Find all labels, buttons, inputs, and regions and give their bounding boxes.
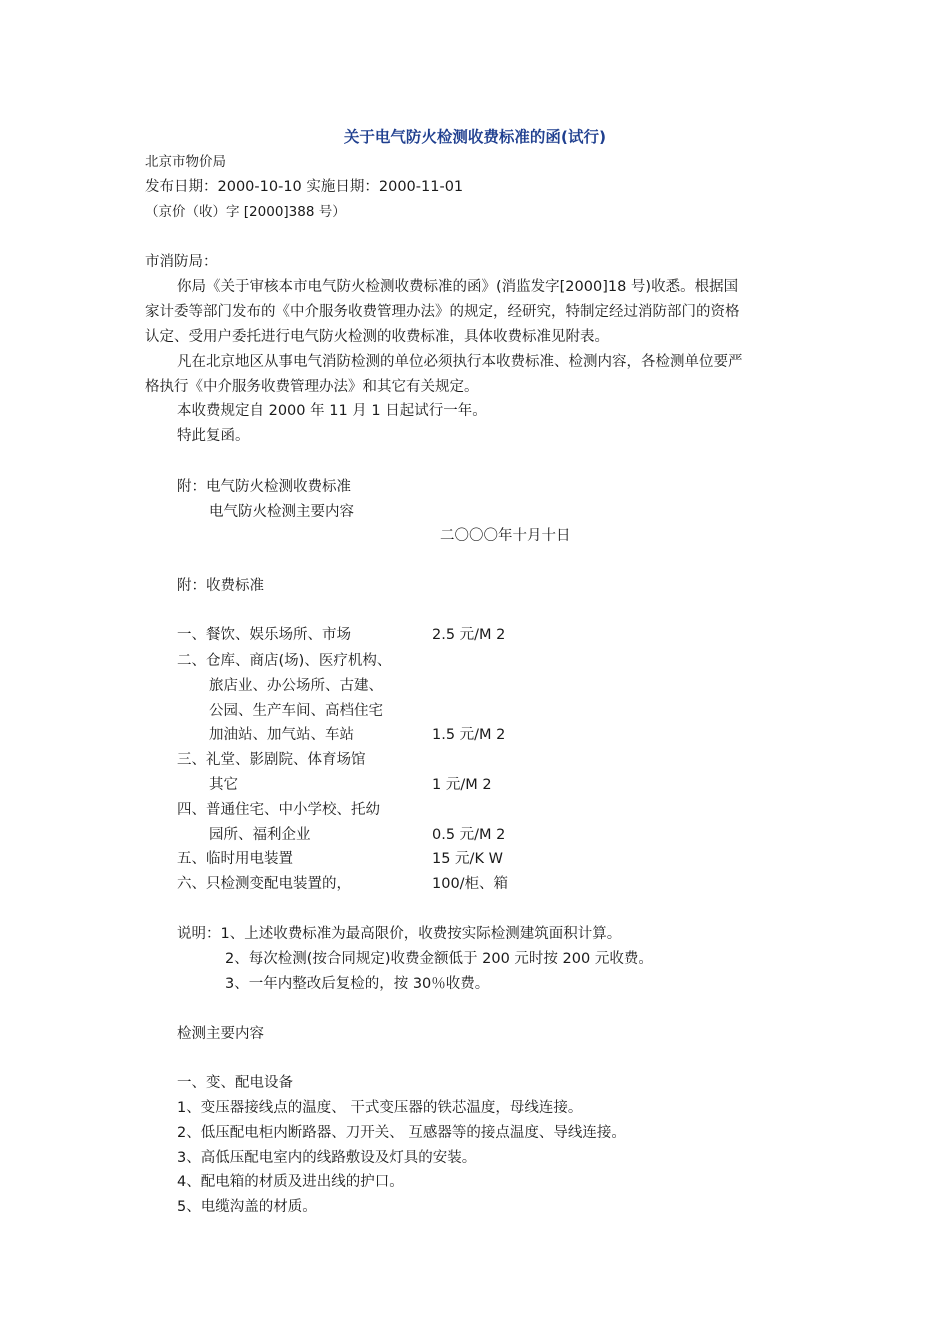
fee-amount: 2.5 元/M 2 <box>432 627 506 643</box>
content-item: 2、低压配电柜内断路器、刀开关、 互感器等的接点温度、导线连接。 <box>177 1125 626 1141</box>
content-title: 检测主要内容 <box>177 1026 264 1042</box>
content-item: 3、高低压配电室内的线路敷设及灯具的安装。 <box>177 1150 477 1166</box>
fee-row: 园所、福利企业 <box>209 827 311 843</box>
fee-section-title: 附：收费标准 <box>177 578 264 594</box>
fee-row: 旅店业、办公场所、古建、 <box>209 678 383 694</box>
paragraph-2-line-2: 格执行《中介服务收费管理办法》和其它有关规定。 <box>145 379 479 395</box>
fee-amount: 1.5 元/M 2 <box>432 727 506 743</box>
content-item: 4、配电箱的材质及进出线的护口。 <box>177 1174 404 1190</box>
paragraph-1-line-3: 认定、受用户委托进行电气防火检测的收费标准，具体收费标准见附表。 <box>145 329 609 345</box>
paragraph-3: 本收费规定自 2000 年 11 月 1 日起试行一年。 <box>177 403 487 419</box>
content-section-heading: 一、变、配电设备 <box>177 1075 293 1091</box>
paragraph-4: 特此复函。 <box>177 428 250 444</box>
fee-row: 一、餐饮、娱乐场所、市场 <box>177 627 351 643</box>
fee-row: 二、仓库、商店(场)、医疗机构、 <box>177 653 392 669</box>
doc-number: （京价（收）字 [2000]388 号） <box>145 204 346 220</box>
paragraph-1-line-1: 你局《关于审核本市电气防火检测收费标准的函》(消监发字[2000]18 号)收悉。根据国 <box>177 279 739 295</box>
fee-row: 五、临时用电装置 <box>177 851 293 867</box>
fee-row: 三、礼堂、影剧院、体育场馆 <box>177 752 366 768</box>
fee-row: 其它 <box>209 777 238 793</box>
attachment-line-1: 附：电气防火检测收费标准 <box>177 479 351 495</box>
fee-row: 六、只检测变配电装置的， <box>177 876 351 892</box>
content-item: 5、电缆沟盖的材质。 <box>177 1199 317 1215</box>
note-1: 说明：1、上述收费标准为最高限价，收费按实际检测建筑面积计算。 <box>177 926 622 942</box>
attachment-line-2: 电气防火检测主要内容 <box>209 504 354 520</box>
issuer: 北京市物价局 <box>145 154 226 170</box>
fee-row: 四、普通住宅、中小学校、托幼 <box>177 802 380 818</box>
content-item: 1、变压器接线点的温度、 干式变压器的铁芯温度，母线连接。 <box>177 1100 583 1116</box>
page-title: 关于电气防火检测收费标准的函(试行) <box>343 128 607 146</box>
document-date: 二〇〇〇年十月十日 <box>440 528 571 544</box>
paragraph-1-line-2: 家计委等部门发布的《中介服务收费管理办法》的规定，经研究，特制定经过消防部门的资格 <box>145 304 740 320</box>
fee-row: 公园、生产车间、高档住宅 <box>209 703 383 719</box>
dates: 发布日期：2000-10-10 实施日期：2000-11-01 <box>145 179 464 195</box>
fee-amount: 1 元/M 2 <box>432 777 492 793</box>
recipient: 市消防局： <box>145 254 218 270</box>
fee-amount: 100/柜、箱 <box>432 876 509 892</box>
note-2: 2、每次检测(按合同规定)收费金额低于 200 元时按 200 元收费。 <box>225 951 653 967</box>
fee-amount: 15 元/K W <box>432 851 503 867</box>
note-3: 3、一年内整改后复检的，按 30％收费。 <box>225 976 490 992</box>
paragraph-2-line-1: 凡在北京地区从事电气消防检测的单位必须执行本收费标准、检测内容，各检测单位要严 <box>177 354 743 370</box>
fee-row: 加油站、加气站、车站 <box>209 727 354 743</box>
fee-amount: 0.5 元/M 2 <box>432 827 506 843</box>
